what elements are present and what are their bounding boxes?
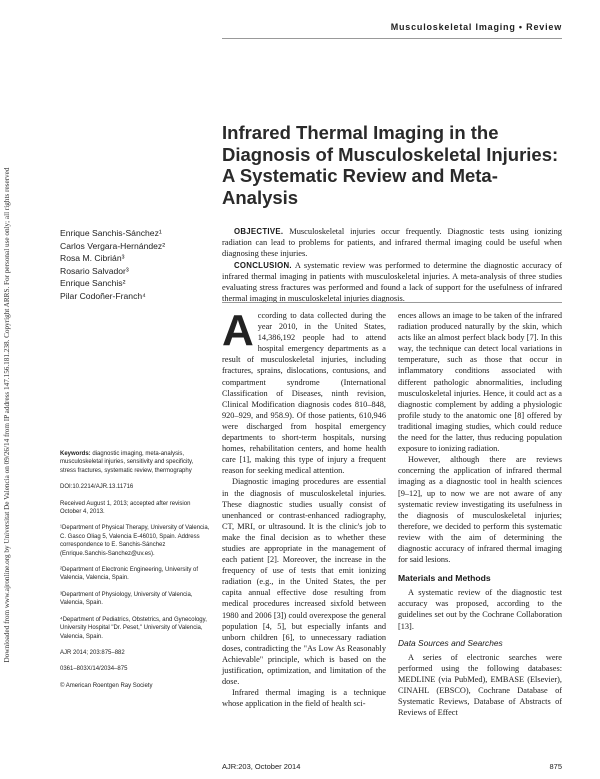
objective-text: Musculoskeletal injuries occur frequently. Diagnostic tests using ionizing radiation can lead to problems for patients, and infrared thermal imaging could be useful when diagnosing these injuries. xyxy=(222,227,562,259)
intro-paragraph-1-text: ccording to data collected during the year 2010, in the United States, 14,386,192 people had to attend hospital emergency departments as a result of musculoskeletal injuries, including fractures, sprains, dislocations, contusions, and compartment syndrome (International Classification of Diseases, ninth revision, Clinical Modification diagnosis codes 810–848, 920–929, and 958.9). Of those patients, 610,946 were discharged from hospital emergency departments to short-term hospitals, nursing homes, rehabilitation centers, and home health care [1], making this type of injury a frequent reason for seeking medical attention. xyxy=(222,311,386,476)
received-dates: Received August 1, 2013; accepted after revision October 4, 2013. xyxy=(60,500,191,516)
conclusion-text: A systematic review was performed to determine the diagnostic accuracy of infrared thermal imaging in patients with musculoskeletal injuries. A meta-analysis of three studies evaluating stress fractures was performed and found a lack of support for the usefulness of infrared thermal imaging in musculoskeletal injuries diagnosis. xyxy=(222,260,562,304)
citation: AJR 2014; 203:875–882 xyxy=(60,649,125,656)
section-heading: Materials and Methods xyxy=(398,573,491,584)
author-name: Rosa M. Cibrián³ xyxy=(60,253,125,264)
body-column-1 xyxy=(222,306,386,709)
download-notice xyxy=(0,110,14,720)
page-number: 875 xyxy=(549,762,562,771)
body-column-2 xyxy=(398,310,562,718)
keywords xyxy=(60,450,210,475)
affiliation-4: ⁴Department of Pediatrics, Obstetrics, and Gynecology, University Hospital "Dr. Peset," University of Valencia, Valencia, Spain. xyxy=(60,616,207,640)
objective-label: OBJECTIVE. xyxy=(234,227,284,236)
author-name: Enrique Sanchis-Sánchez¹ xyxy=(60,228,162,238)
drop-cap: A xyxy=(222,306,254,355)
affiliation-2: ²Department of Electronic Engineering, University of Valencia, Valencia, Spain. xyxy=(60,567,199,582)
download-notice-text: Downloaded from www.ajronline.org by Universitat De Valencia on 09/26/14 from IP address 147.156.181.238. Copyright ARRS. For personal use only; all rights reserved xyxy=(3,167,11,663)
abstract-rule xyxy=(222,302,562,303)
intro-paragraph-3: Infrared thermal imaging is a technique whose application in the field of health sci- xyxy=(222,688,386,709)
article-metadata xyxy=(60,450,210,698)
section-header: Musculoskeletal Imaging • Review xyxy=(390,22,562,32)
author-name: Carlos Vergara-Hernández² xyxy=(60,240,166,251)
abstract xyxy=(222,226,562,304)
subsection-heading: Data Sources and Searches xyxy=(398,637,503,648)
keywords-text: diagnostic imaging, meta-analysis, musculoskeletal injuries, sensitivity and specificity, stress fractures, systematic review, thermography xyxy=(60,451,194,474)
article-title: Infrared Thermal Imaging in the Diagnosis of Musculoskeletal Injuries: A Systematic Review and Meta-Analysis xyxy=(222,122,559,208)
author-name: Pilar Codoñer-Franch⁴ xyxy=(60,290,146,301)
intro-paragraph-2: Diagnostic imaging procedures are essential in the diagnosis of musculoskeletal injuries. These diagnostic studies usually consist of unenhanced or contrast-enhanced radiography, CT, MRI, or ultrasound. It is the clinic's job to make the final decision as to whether these studies are appropriate in the management of each patient [2]. Moreover, the increase in the frequency of use of tests that emit ionizing radiation (e.g., in the United States, the per capita annual effective dose resulting from medical procedures increased sixfold between 1980 and 2006 [3]) could overexpose the general population [4, 5], but especially infants and unborn children [6], to unnecessary radiation doses, contradicting the "As Low As Reasonably Achievable" principle, which is based on the justification, optimization, and limitation of the dose. xyxy=(222,477,386,687)
affiliation-3: ³Department of Physiology, University of Valencia, Valencia, Spain. xyxy=(60,591,193,607)
intro-paragraph-4: However, although there are reviews concerning the application of infrared thermal imaging as a diagnostic tool in health sciences [9–12], up to now we are not aware of any systematic review investigating its usefulness in the diagnosis of musculoskeletal injuries; therefore, we decided to perform this systematic review with the aim of determining the diagnostic accuracy of infrared thermal imaging for said lesions. xyxy=(398,455,562,565)
conclusion-label: CONCLUSION. xyxy=(234,260,292,270)
affiliation-1: ¹Department of Physical Therapy, University of Valencia, C. Gasco Oliag 5, Valencia E-46010, Spain. Address correspondence to E. Sanchis-Sánchez (Enrique.Sanchis-Sanchez@uv.es). xyxy=(60,525,210,557)
author-name: Enrique Sanchis² xyxy=(60,278,126,289)
copyright: © American Roentgen Ray Society xyxy=(60,682,153,689)
issn: 0361–803X/14/2034–875 xyxy=(60,666,128,673)
methods-paragraph-1: A systematic review of the diagnostic test accuracy was proposed, according to the guidelines set out by the Cochrane Collaboration [13]. xyxy=(398,588,562,631)
abstract-objective xyxy=(222,226,562,260)
author-name: Rosario Salvador³ xyxy=(60,265,129,276)
abstract-conclusion xyxy=(222,260,562,305)
header-rule xyxy=(222,38,562,39)
footer-journal: AJR:203, October 2014 xyxy=(222,762,301,771)
intro-paragraph-3-cont: ences allows an image to be taken of the infrared radiation produced naturally by the skin, which acts like an almost perfect black body [7]. In this way, the technique can detect local variations in temperature, such as those that occur in inflammatory conditions associated with different pathologic abnormalities, including musculoskeletal injuries. Hence, it could act as a diagnostic complement by adding a physiologic profile study to the anatomic one [8] offered by traditional imaging studies, which could reduce the need for the latter, thus reducing population exposure to ionizing radiation. xyxy=(398,311,562,454)
author-list xyxy=(60,227,220,303)
intro-paragraph-1 xyxy=(222,306,386,476)
doi: DOI:10.2214/AJR.13.11716 xyxy=(60,484,134,491)
methods-paragraph-2: A series of electronic searches were performed using the following databases: MEDLINE (via PubMed), EMBASE (Elsevier), CINAHL (EBSCO), Cochrane Database of Systematic Reviews, Database of Abstracts of Reviews of Effect xyxy=(398,652,562,718)
keywords-label: Keywords: xyxy=(60,451,91,457)
